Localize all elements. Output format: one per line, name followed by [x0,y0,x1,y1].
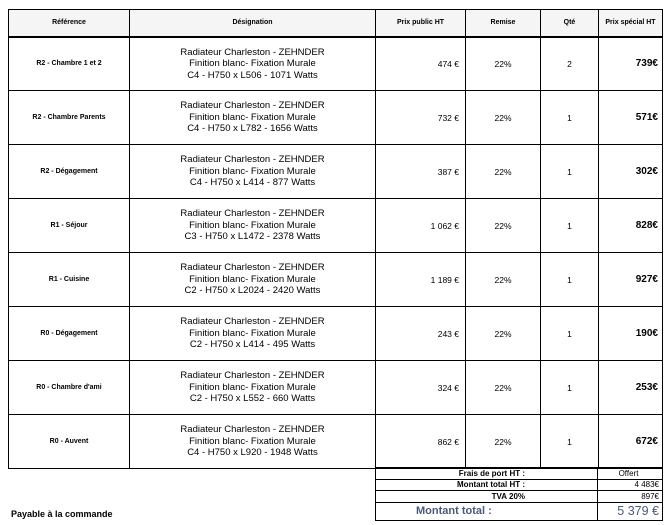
row-reference: R0 - Chambre d'ami [9,361,130,415]
table-row [9,145,663,199]
row-qty: 1 [541,91,599,145]
shipping-value: Offert [598,468,663,480]
designation-line-3: C2 - H750 x L414 - 495 Watts [189,339,316,351]
header-reference: Référence [9,10,130,37]
designation-line-1: Radiateur Charleston - ZEHNDER [180,154,325,166]
vat-label: TVA 20% [376,491,598,503]
header-special-price: Prix spécial HT [599,10,663,37]
shipping-row [376,468,663,480]
row-qty: 1 [541,145,599,199]
designation-line-2: Finition blanc- Fixation Murale [189,273,316,285]
row-public-price: 1 189 € [376,253,466,307]
table-row [9,415,663,469]
subtotal-row [376,479,663,491]
row-qty: 2 [541,37,599,91]
row-public-price: 732 € [376,91,466,145]
row-reference: R0 - Dégagement [9,307,130,361]
row-public-price: 474 € [376,37,466,91]
header-designation: Désignation [130,10,376,37]
designation-line-3: C4 - H750 x L506 - 1071 Watts [187,69,318,81]
header-qty: Qté [541,10,599,37]
row-public-price: 387 € [376,145,466,199]
row-designation [130,415,376,469]
row-reference: R2 - Chambre 1 et 2 [9,37,130,91]
row-qty: 1 [541,307,599,361]
header-discount: Remise [466,10,541,37]
designation-line-3: C2 - H750 x L2024 - 2420 Watts [184,285,321,297]
row-designation [130,145,376,199]
row-qty: 1 [541,361,599,415]
designation-line-1: Radiateur Charleston - ZEHNDER [180,100,325,112]
designation-line-2: Finition blanc- Fixation Murale [189,381,316,393]
vat-value: 897€ [598,491,663,503]
row-designation [130,253,376,307]
row-special-price: 190€ [599,307,663,361]
subtotal-value: 4 483€ [598,479,663,491]
row-discount: 22% [466,307,541,361]
row-discount: 22% [466,37,541,91]
row-discount: 22% [466,361,541,415]
row-reference: R2 - Dégagement [9,145,130,199]
designation-line-1: Radiateur Charleston - ZEHNDER [180,424,325,436]
row-special-price: 571€ [599,91,663,145]
shipping-label: Frais de port HT : [376,468,598,480]
row-discount: 22% [466,145,541,199]
quote-table [8,9,663,469]
row-public-price: 243 € [376,307,466,361]
row-special-price: 672€ [599,415,663,469]
designation-line-1: Radiateur Charleston - ZEHNDER [180,316,325,328]
designation-line-3: C4 - H750 x L920 - 1948 Watts [187,447,318,459]
designation-line-2: Finition blanc- Fixation Murale [189,435,316,447]
row-reference: R1 - Cuisine [9,253,130,307]
row-special-price: 828€ [599,199,663,253]
table-row [9,307,663,361]
designation-line-1: Radiateur Charleston - ZEHNDER [180,370,325,382]
row-special-price: 253€ [599,361,663,415]
row-qty: 1 [541,199,599,253]
designation-line-3: C4 - H750 x L782 - 1656 Watts [187,123,318,135]
payment-note: Payable à la commande [11,509,113,519]
header-public-price: Prix public HT [376,10,466,37]
row-designation [130,91,376,145]
row-reference: R1 - Séjour [9,199,130,253]
table-row [9,199,663,253]
designation-line-1: Radiateur Charleston - ZEHNDER [180,46,325,58]
table-row [9,361,663,415]
designation-line-3: C2 - H750 x L552 - 660 Watts [189,393,316,405]
row-reference: R0 - Auvent [9,415,130,469]
vat-row [376,491,663,503]
subtotal-label: Montant total HT : [376,479,598,491]
table-row [9,253,663,307]
row-designation [130,37,376,91]
grand-total-value: 5 379 € [598,502,663,520]
designation-line-2: Finition blanc- Fixation Murale [189,219,316,231]
designation-line-2: Finition blanc- Fixation Murale [189,111,316,123]
row-qty: 1 [541,415,599,469]
row-special-price: 739€ [599,37,663,91]
row-reference: R2 - Chambre Parents [9,91,130,145]
table-row [9,91,663,145]
designation-line-3: C3 - H750 x L1472 - 2378 Watts [184,231,321,243]
designation-line-1: Radiateur Charleston - ZEHNDER [180,208,325,220]
row-discount: 22% [466,199,541,253]
designation-line-2: Finition blanc- Fixation Murale [189,165,316,177]
table-row [9,37,663,91]
totals-table [375,467,663,521]
row-designation [130,307,376,361]
grand-total-row [376,502,663,520]
designation-line-2: Finition blanc- Fixation Murale [189,327,316,339]
row-discount: 22% [466,253,541,307]
row-designation [130,361,376,415]
grand-total-label: Montant total : [376,502,598,520]
designation-line-2: Finition blanc- Fixation Murale [189,58,316,69]
row-public-price: 1 062 € [376,199,466,253]
row-special-price: 927€ [599,253,663,307]
row-discount: 22% [466,415,541,469]
designation-line-3: C4 - H750 x L414 - 877 Watts [189,177,316,189]
row-special-price: 302€ [599,145,663,199]
designation-line-1: Radiateur Charleston - ZEHNDER [180,262,325,274]
row-public-price: 862 € [376,415,466,469]
row-qty: 1 [541,253,599,307]
row-designation [130,199,376,253]
row-public-price: 324 € [376,361,466,415]
row-discount: 22% [466,91,541,145]
header-row [9,10,663,37]
